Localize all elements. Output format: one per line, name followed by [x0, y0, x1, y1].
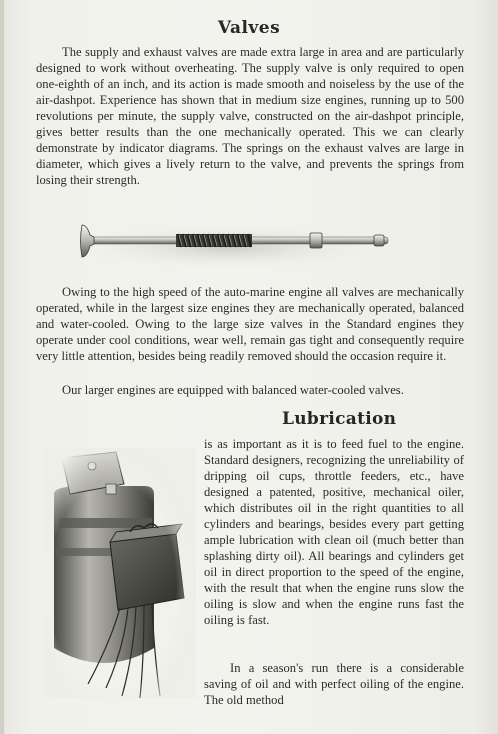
lubrication-paragraph-2: In a season's run there is a considerable saving of oil and with perfect oiling of the engine. The old method [204, 661, 464, 707]
valve-illustration [78, 215, 394, 269]
valves-paragraph-2: Owing to the high speed of the auto-marine engine all valves are mechanically operated, while in the largest size engines they are mechanically operated, balanced and water-cooled. Owing to the large size valves in the Standard engines they operate under cool conditions, wear well, remain gas tight and consequently require very little attention, besides being readily removed should the occasion require it. [36, 285, 464, 363]
page-edge [0, 0, 4, 734]
valves-paragraph-1: The supply and exhaust valves are made extra large in area and are particularly designed to work without overheating. The supply valve is only required to open one-eighth of an inch, and its action is made smooth and noiseless by the use of the air-dashpot. Experience has shown that in medium size engines, running up to 500 revolutions per minute, the supply valve, constructed on the air-dashpot principle, gives better results than the one mechanically operated. This we can clearly demonstrate by indicator diagrams. The springs on the exhaust valves are large in diameter, which gives a lively return to the valve, and prevents the springs from losing their strength. [36, 45, 464, 187]
oiler-illustration [44, 448, 196, 698]
lubrication-heading: Lubrication [282, 409, 397, 429]
valves-paragraph-3: Our larger engines are equipped with balanced water-cooled valves. [62, 383, 404, 397]
lubrication-paragraph-1: is as important as it is to feed fuel to the engine. Standard designers, recognizing the unreliability of dripping oil cups, throttle feeders, etc., have designed a patented, positive, mechanical oiler, which distributes oil in the right quantities to all cylinders and bearings, besides every part getting ample lubrication with clean oil (much better than splashing dirty oil). All bearings and cylinders get oil in direct proportion to the speed of the engine, with the result that when the engine runs slow the oiling is slow and when the engine runs fast the oiling is fast. [204, 437, 464, 627]
valves-heading: Valves [217, 18, 281, 38]
